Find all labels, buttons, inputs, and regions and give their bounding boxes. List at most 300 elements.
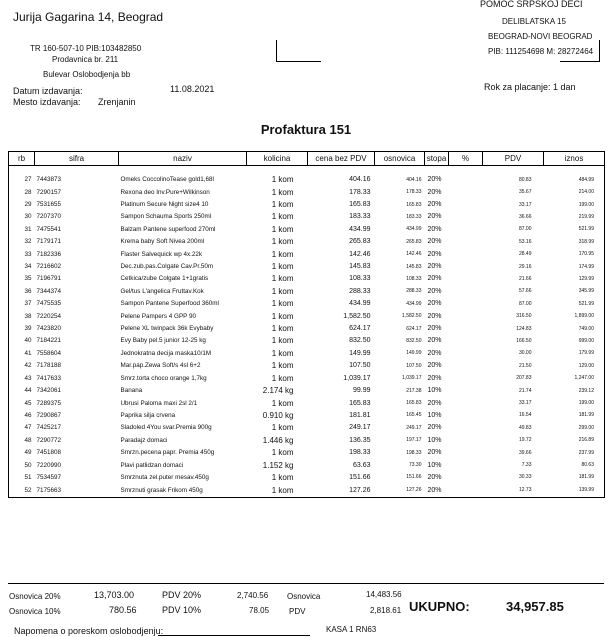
row-kolicina: 1 kom — [271, 224, 294, 234]
row-rb: 38 — [9, 310, 35, 322]
row-cena: 149.99 — [349, 349, 371, 357]
row-percent — [449, 484, 483, 498]
row-pdv: 30.00 — [518, 350, 532, 357]
address-bracket-right — [560, 40, 600, 62]
row-iznos: 999.00 — [544, 335, 605, 347]
row-rb: 41 — [9, 347, 35, 359]
row-iznos: 749.00 — [544, 322, 605, 334]
row-stopa: 20% — [427, 349, 442, 357]
row-cena: 265.83 — [349, 238, 371, 246]
tax-note-label: Napomena o poreskom oslobodjenju: — [14, 626, 164, 636]
row-pdv: 39.66 — [518, 449, 532, 456]
row-cena: 165.83 — [349, 399, 371, 407]
row-kolicina: 1 kom — [271, 175, 294, 185]
row-iznos: 199.00 — [544, 397, 605, 409]
row-percent — [449, 223, 483, 235]
row-rb: 46 — [9, 409, 35, 421]
header-stopa: stopa — [425, 152, 449, 166]
row-rb: 30 — [9, 211, 35, 223]
osnovica-label: Osnovica — [287, 592, 321, 601]
row-naziv: Smrznuta zel.puter mesav.450g — [120, 473, 209, 481]
row-osnovica: 165.83 — [406, 201, 422, 208]
row-sifra: 7531655 — [36, 201, 62, 209]
row-rb: 27 — [9, 174, 35, 186]
row-cena: 145.83 — [349, 263, 371, 271]
row-cena: 249.17 — [349, 424, 371, 432]
table-row — [9, 409, 605, 421]
row-rb: 43 — [9, 372, 35, 384]
row-percent — [449, 397, 483, 409]
row-cena: 288.33 — [349, 287, 371, 295]
place-value: Zrenjanin — [98, 97, 136, 107]
row-pdv: 19.72 — [518, 437, 532, 444]
row-sifra: 7475535 — [36, 300, 62, 308]
table-row — [9, 459, 605, 471]
row-kolicina: 1 kom — [271, 448, 294, 458]
row-pdv: 36.66 — [518, 213, 532, 220]
row-naziv: Smrzn.pecena papr. Premia 450g — [120, 449, 215, 457]
row-cena: 1,582.50 — [343, 312, 371, 320]
row-rb: 47 — [9, 422, 35, 434]
pdv-10-label: PDV 10% — [162, 605, 202, 615]
row-kolicina: 1 kom — [271, 423, 294, 433]
row-stopa: 10% — [427, 461, 442, 469]
row-naziv: Omeks CoccolinoTease gold1,68l — [120, 176, 214, 184]
row-naziv: Flaster Salvequick wp 4x.22k — [120, 250, 203, 258]
row-kolicina: 1 kom — [271, 237, 294, 247]
row-kolicina: 1 kom — [271, 212, 294, 222]
pdv-label: PDV — [289, 607, 306, 616]
row-cena: 832.50 — [349, 337, 371, 345]
row-iznos: 199.00 — [544, 198, 605, 210]
table-row — [9, 174, 605, 186]
row-iznos: 174.99 — [544, 260, 605, 272]
buyer-ids: PIB: 111254698 M: 28272464 — [488, 47, 594, 56]
row-cena: 181.81 — [349, 411, 371, 419]
row-iznos: 179.99 — [544, 347, 605, 359]
row-stopa: 20% — [427, 176, 442, 184]
table-row — [9, 397, 605, 409]
row-iznos: 129.99 — [544, 273, 605, 285]
osnovica-20-value: 13,703.00 — [94, 590, 135, 600]
row-osnovica: 217.38 — [406, 387, 422, 394]
row-percent — [449, 310, 483, 322]
row-pdv: 87.00 — [518, 226, 532, 233]
row-sifra: 7290867 — [36, 411, 62, 419]
row-sifra: 7558604 — [36, 349, 62, 357]
date-label: Datum izdavanja: — [13, 86, 83, 96]
kasa-label: KASA 1 RN63 — [326, 625, 377, 634]
row-sifra: 7289375 — [36, 399, 62, 407]
row-pdv: 53.16 — [518, 238, 532, 245]
row-sifra: 7220990 — [36, 461, 62, 469]
row-percent — [449, 335, 483, 347]
row-naziv: Platinum Secure Night size4 10 — [120, 201, 209, 209]
header-kolicina: kolicina — [247, 152, 308, 166]
row-pdv: 166.50 — [516, 337, 532, 344]
row-percent — [449, 322, 483, 334]
row-naziv: Plavi patlidzan domaci — [120, 461, 184, 469]
row-iznos: 129.00 — [544, 360, 605, 372]
row-kolicina: 1 kom — [271, 187, 294, 197]
row-sifra: 7425217 — [36, 424, 62, 432]
row-iznos: 521.99 — [544, 223, 605, 235]
row-sifra: 7182336 — [36, 250, 62, 258]
row-cena: 624.17 — [349, 325, 371, 333]
row-pdv: 30.33 — [518, 474, 532, 481]
row-stopa: 20% — [427, 225, 442, 233]
row-cena: 99.99 — [352, 387, 371, 395]
row-percent — [449, 260, 483, 272]
row-osnovica: 178.33 — [406, 189, 422, 196]
seller-store: Prodavnica br. 211 — [52, 55, 119, 64]
row-cena: 142.46 — [349, 250, 371, 258]
row-naziv: Paradajz domaci — [120, 436, 168, 444]
row-stopa: 20% — [427, 188, 442, 196]
row-rb: 35 — [9, 273, 35, 285]
row-naziv: Dec.zub.pas.Colgate Cav.Pr.50m — [120, 263, 214, 271]
items-table — [8, 151, 605, 498]
row-cena: 183.33 — [349, 213, 371, 221]
row-pdv: 207.83 — [516, 375, 532, 382]
header-sifra: sifra — [35, 152, 119, 166]
row-kolicina: 1 kom — [247, 484, 308, 498]
row-osnovica: 197.17 — [406, 437, 422, 444]
row-kolicina: 1 kom — [271, 324, 294, 334]
row-rb: 49 — [9, 446, 35, 458]
row-pdv: 33.17 — [518, 201, 532, 208]
row-pdv: 33.17 — [518, 400, 532, 407]
row-kolicina: 1.446 kg — [262, 435, 294, 445]
row-iznos: 1,899.00 — [544, 310, 605, 322]
row-osnovica: 127.26 — [375, 484, 425, 498]
row-rb: 44 — [9, 384, 35, 396]
row-osnovica: 265.83 — [406, 238, 422, 245]
row-kolicina: 1 kom — [271, 200, 294, 210]
buyer-name: POMOC SRPSKOJ DECI — [480, 0, 583, 9]
tax-note-line — [158, 635, 310, 636]
row-percent — [449, 285, 483, 297]
row-sifra: 7423820 — [36, 325, 62, 333]
row-percent — [449, 211, 483, 223]
header-cena: cena bez PDV — [308, 152, 375, 166]
row-osnovica: 624.17 — [406, 325, 422, 332]
row-rb: 36 — [9, 285, 35, 297]
row-kolicina: 1 kom — [271, 262, 294, 272]
address-bracket-left — [276, 40, 321, 62]
row-osnovica: 288.33 — [406, 288, 422, 295]
row-pdv: 16.54 — [518, 412, 532, 419]
row-percent — [449, 372, 483, 384]
row-pdv: 21.74 — [518, 387, 532, 394]
seller-name: Jurija Gagarina 14, Beograd — [13, 10, 164, 24]
payment-due: Rok za placanje: 1 dan — [484, 82, 576, 92]
row-sifra: 7220254 — [36, 312, 62, 320]
buyer-street: DELIBLATSKA 15 — [502, 17, 566, 26]
pdv-20-label: PDV 20% — [162, 590, 202, 600]
row-cena: 151.66 — [349, 473, 371, 481]
row-cena: 434.99 — [349, 225, 371, 233]
row-sifra: 7184221 — [36, 337, 62, 345]
row-sifra: 7290772 — [36, 436, 62, 444]
row-naziv: Krema baby Soft Nivea 200ml — [120, 238, 205, 246]
row-osnovica: 165.45 — [406, 412, 422, 419]
row-naziv: Paprika silja crvena — [120, 411, 176, 419]
table-header-row — [9, 152, 605, 166]
table-row — [9, 186, 605, 198]
row-stopa: 20% — [427, 473, 442, 481]
row-osnovica: 145.83 — [406, 263, 422, 270]
row-cena: 178.33 — [349, 188, 371, 196]
row-cena: 63.63 — [352, 461, 371, 469]
row-naziv: Gel/tus L'angelica Fruttav.Kok — [120, 287, 204, 295]
row-stopa: 20% — [427, 300, 442, 308]
table-row — [9, 484, 605, 498]
table-row — [9, 248, 605, 260]
row-percent — [449, 446, 483, 458]
row-percent — [449, 360, 483, 372]
header-osnovica: osnovica — [375, 152, 425, 166]
row-rb: 40 — [9, 335, 35, 347]
row-iznos: 237.99 — [544, 446, 605, 458]
row-naziv: Sampon Pantene Superfood 360ml — [120, 300, 219, 308]
row-kolicina: 1 kom — [271, 299, 294, 309]
table-row — [9, 260, 605, 272]
row-iznos: 181.99 — [544, 409, 605, 421]
row-stopa: 20% — [427, 337, 442, 345]
row-osnovica: 198.33 — [406, 449, 422, 456]
table-row — [9, 298, 605, 310]
row-kolicina: 1 kom — [271, 274, 294, 284]
row-cena: 404.16 — [349, 176, 371, 184]
row-osnovica: 165.83 — [406, 400, 422, 407]
row-rb: 50 — [9, 459, 35, 471]
row-osnovica: 1,039.17 — [402, 375, 422, 382]
row-percent — [449, 236, 483, 248]
row-stopa: 20% — [427, 399, 442, 407]
row-rb: 45 — [9, 397, 35, 409]
row-osnovica: 107.50 — [406, 362, 422, 369]
row-naziv: Ubrusi Paloma maxi 2sl 2/1 — [120, 399, 198, 407]
row-kolicina: 1 kom — [271, 348, 294, 358]
row-naziv: Sladoled 4You svar.Premia 900g — [120, 424, 212, 432]
document-title: Profaktura 151 — [260, 122, 352, 137]
row-stopa: 20% — [427, 250, 442, 258]
row-percent — [449, 434, 483, 446]
header-rb: rb — [9, 152, 35, 166]
table-row — [9, 434, 605, 446]
pdv-10-value: 78.05 — [249, 606, 270, 615]
table-row — [9, 422, 605, 434]
row-percent — [449, 248, 483, 260]
row-stopa: 20% — [427, 424, 442, 432]
row-osnovica: 249.17 — [406, 424, 422, 431]
row-osnovica: 142.46 — [406, 251, 422, 258]
row-rb: 37 — [9, 298, 35, 310]
row-rb: 33 — [9, 248, 35, 260]
row-sifra: 7342061 — [36, 387, 62, 395]
row-percent — [449, 409, 483, 421]
row-sifra: 7290157 — [36, 188, 62, 196]
row-pdv: 124.83 — [516, 325, 532, 332]
row-rb: 31 — [9, 223, 35, 235]
row-rb: 28 — [9, 186, 35, 198]
row-osnovica: 404.16 — [406, 176, 422, 183]
row-kolicina: 1 kom — [271, 398, 294, 408]
row-rb: 34 — [9, 260, 35, 272]
row-iznos: 219.99 — [544, 211, 605, 223]
table-row — [9, 236, 605, 248]
row-kolicina: 1 kom — [271, 373, 294, 383]
row-naziv: Jednokratna decija maska10/1M — [120, 349, 212, 357]
row-iznos: 345.99 — [544, 285, 605, 297]
row-stopa: 20% — [427, 325, 442, 333]
row-rb: 52 — [9, 484, 35, 498]
row-stopa: 10% — [427, 436, 442, 444]
row-iznos: 139.99 — [544, 484, 605, 498]
pdv-20-value: 2,740.56 — [237, 591, 269, 600]
row-pdv: 7.33 — [521, 462, 532, 469]
row-sifra: 7443873 — [36, 176, 62, 184]
row-kolicina: 0.910 kg — [262, 410, 294, 420]
row-iznos: 170.95 — [544, 248, 605, 260]
row-sifra: 7417633 — [36, 374, 62, 382]
row-osnovica: 832.50 — [406, 337, 422, 344]
row-stopa: 10% — [427, 411, 442, 419]
row-percent — [449, 186, 483, 198]
row-stopa: 20% — [427, 287, 442, 295]
row-pdv: 28.49 — [518, 251, 532, 258]
row-sifra: 7216602 — [36, 263, 62, 271]
row-sifra: 7451808 — [36, 449, 62, 457]
row-pdv: 21.66 — [518, 275, 532, 282]
row-percent — [449, 273, 483, 285]
row-kolicina: 1 kom — [271, 472, 294, 482]
row-osnovica: 149.99 — [406, 350, 422, 357]
row-stopa: 20% — [427, 238, 442, 246]
total-label: UKUPNO: — [409, 599, 470, 614]
row-osnovica: 108.33 — [406, 275, 422, 282]
row-percent — [449, 198, 483, 210]
row-cena: 127.26 — [308, 484, 375, 498]
totals-divider — [8, 583, 604, 584]
row-iznos: 1,247.00 — [544, 372, 605, 384]
row-naziv: Smrznuti grasak Frikom 450g — [119, 484, 247, 498]
row-iznos: 318.99 — [544, 236, 605, 248]
place-label: Mesto izdavanja: — [13, 97, 81, 107]
row-kolicina: 1 kom — [271, 249, 294, 259]
row-cena: 108.33 — [349, 275, 371, 283]
table-row — [9, 471, 605, 483]
row-stopa: 20% — [427, 213, 442, 221]
table-row — [9, 223, 605, 235]
table-row — [9, 384, 605, 396]
row-stopa: 10% — [427, 387, 442, 395]
row-osnovica: 434.99 — [406, 300, 422, 307]
row-iznos: 299.00 — [544, 422, 605, 434]
row-sifra: 7475541 — [36, 225, 62, 233]
table-row — [9, 285, 605, 297]
row-iznos: 214.00 — [544, 186, 605, 198]
row-iznos: 521.99 — [544, 298, 605, 310]
row-pdv: 21.50 — [518, 362, 532, 369]
row-osnovica: 183.33 — [406, 213, 422, 220]
table-row — [9, 347, 605, 359]
table-row — [9, 372, 605, 384]
row-sifra: 7175663 — [35, 484, 119, 498]
row-percent — [449, 347, 483, 359]
row-cena: 136.35 — [349, 436, 371, 444]
row-kolicina: 1 kom — [271, 336, 294, 346]
row-sifra: 7344374 — [36, 287, 62, 295]
header-percent: % — [449, 152, 483, 166]
row-iznos: 80.63 — [544, 459, 605, 471]
row-naziv: Mar.pap.Zewa Soft/s 4sl 6+2 — [120, 362, 201, 370]
header-iznos: iznos — [544, 152, 605, 166]
date-value: 11.08.2021 — [170, 84, 215, 94]
seller-ids: TR 160-507-10 PIB:103482850 — [30, 44, 142, 53]
row-pdv: 80.83 — [518, 176, 532, 183]
row-iznos: 239.12 — [544, 384, 605, 396]
row-stopa: 20% — [425, 484, 449, 498]
osnovica-10-label: Osnovica 10% — [9, 607, 61, 616]
row-percent — [449, 471, 483, 483]
row-percent — [449, 298, 483, 310]
table-row — [9, 211, 605, 223]
row-stopa: 20% — [427, 263, 442, 271]
osnovica-10-value: 780.56 — [109, 605, 137, 615]
row-osnovica: 73.30 — [408, 462, 422, 469]
row-stopa: 20% — [427, 201, 442, 209]
total-value: 34,957.85 — [506, 599, 564, 614]
row-pdv: 12.73 — [483, 484, 544, 498]
osnovica-20-label: Osnovica 20% — [9, 592, 61, 601]
row-sifra: 7534597 — [36, 473, 62, 481]
row-cena: 434.99 — [349, 300, 371, 308]
seller-address: Bulevar Oslobodjenja bb — [43, 70, 131, 79]
row-stopa: 20% — [427, 275, 442, 283]
table-row — [9, 446, 605, 458]
row-sifra: 7178188 — [36, 362, 62, 370]
row-sifra: 7179171 — [36, 238, 62, 246]
row-sifra: 7207370 — [36, 213, 62, 221]
row-cena: 165.83 — [349, 201, 371, 209]
row-percent — [449, 459, 483, 471]
row-kolicina: 1 kom — [271, 311, 294, 321]
header-naziv: naziv — [119, 152, 247, 166]
row-cena: 107.50 — [349, 362, 371, 370]
row-rb: 32 — [9, 236, 35, 248]
header-pdv: PDV — [483, 152, 544, 166]
row-iznos: 216.89 — [544, 434, 605, 446]
table-row — [9, 322, 605, 334]
table-row — [9, 335, 605, 347]
row-pdv: 57.66 — [518, 288, 532, 295]
row-naziv: Pelene Pampers 4 GPP 90 — [120, 312, 196, 320]
row-osnovica: 151.66 — [406, 474, 422, 481]
row-pdv: 35.67 — [518, 189, 532, 196]
row-rb: 42 — [9, 360, 35, 372]
row-stopa: 20% — [427, 449, 442, 457]
row-naziv: Banana — [120, 387, 143, 395]
osnovica-value: 14,483.56 — [366, 590, 402, 599]
row-cena: 198.33 — [349, 449, 371, 457]
row-rb: 48 — [9, 434, 35, 446]
row-osnovica: 1,582.50 — [402, 313, 422, 320]
row-iznos: 181.99 — [544, 471, 605, 483]
row-stopa: 20% — [427, 374, 442, 382]
row-kolicina: 1.152 kg — [262, 460, 294, 470]
